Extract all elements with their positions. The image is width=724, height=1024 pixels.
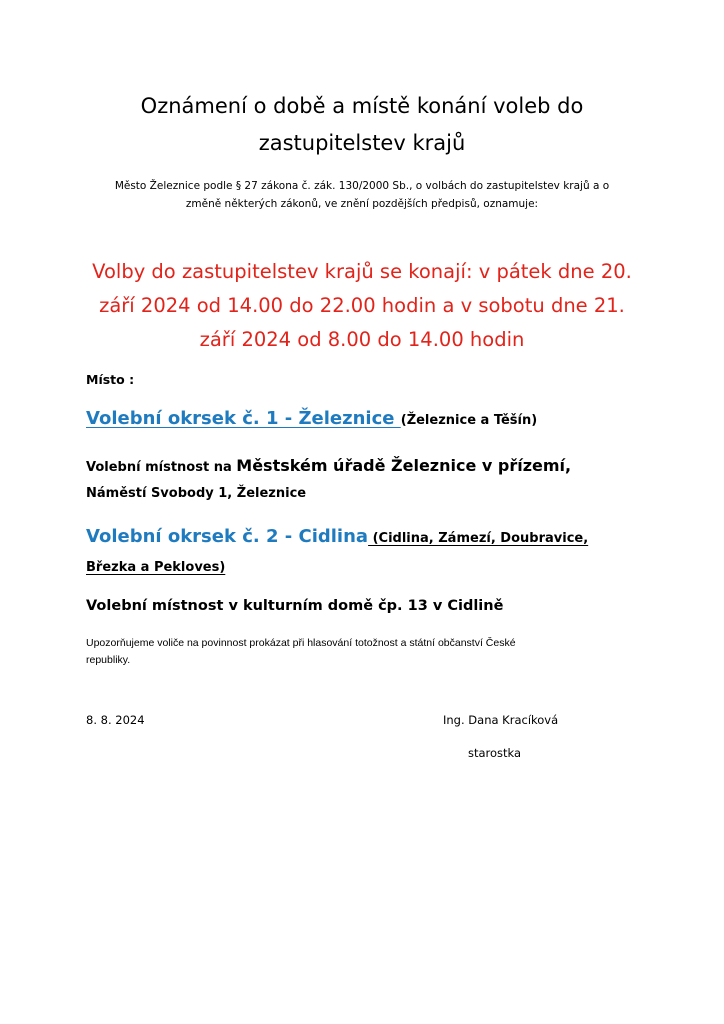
place-label: Místo :: [86, 372, 135, 387]
district-2-areas-line-1: (Cidlina, Zámezí, Doubravice,: [368, 531, 589, 546]
note-line-2: republiky.: [86, 654, 131, 666]
election-line-3: září 2024 od 8.00 do 14.00 hodin: [199, 328, 525, 351]
district-2-heading: [86, 526, 588, 547]
intro-paragraph: [78, 177, 646, 213]
title-line-2: zastupitelstev krajů: [258, 131, 466, 155]
intro-line-2: změně některých zákonů, ve znění pozdějších předpisů, oznamuje:: [185, 198, 539, 210]
document-title: [60, 88, 664, 162]
title-line-1: Oznámení o době a místě konání voleb do: [140, 94, 584, 118]
district-1-room-main: Městském úřadě Železnice v přízemí,: [236, 456, 572, 475]
identity-note: [86, 635, 646, 669]
election-line-2: září 2024 od 14.00 do 22.00 hodin a v sobotu dne 21.: [99, 294, 625, 317]
signatory-name: Ing. Dana Kracíková: [443, 713, 559, 727]
district-2-name: Volební okrsek č. 2 - Cidlina: [86, 526, 369, 547]
document-date: 8. 8. 2024: [86, 713, 145, 727]
district-1-room: [86, 456, 571, 475]
district-2-room: Volební místnost v kulturním domě čp. 13 v Cidlině: [86, 598, 504, 614]
signatory-role: starostka: [468, 746, 522, 760]
district-1-room-address: Náměstí Svobody 1, Železnice: [86, 486, 307, 501]
note-line-1: Upozorňujeme voliče na povinnost prokázat při hlasování totožnost a státní občanství České: [86, 637, 516, 649]
district-1-name: Volební okrsek č. 1 - Železnice: [86, 408, 401, 429]
election-line-1: Volby do zastupitelstev krajů se konají: v pátek dne 20.: [92, 260, 632, 283]
district-2-areas-line-2: Březka a Pekloves): [86, 560, 226, 575]
election-dates: [56, 255, 668, 357]
district-1-heading: [86, 408, 537, 429]
intro-line-1: Město Železnice podle § 27 zákona č. zák. 130/2000 Sb., o volbách do zastupitelstev krajů a o: [114, 180, 610, 192]
district-1-areas: (Železnice a Těšín): [400, 413, 538, 428]
district-1-room-prefix: Volební místnost na: [86, 460, 237, 475]
